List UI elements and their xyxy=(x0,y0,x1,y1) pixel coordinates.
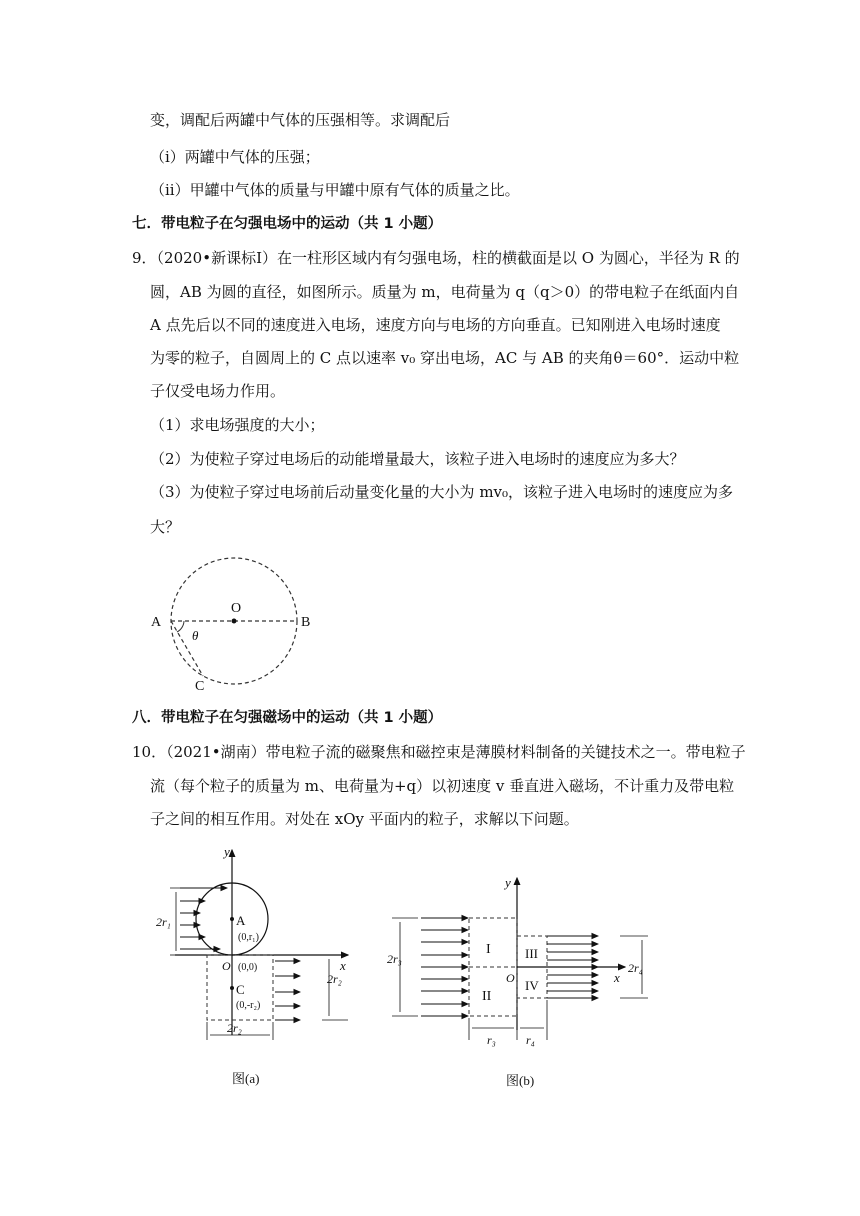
dim-2r3: 2r₃ xyxy=(387,952,402,966)
problem-10-line-3: 子之间的相互作用。对处在 xOy 平面内的粒子，求解以下问题。 xyxy=(150,810,579,828)
problem-9-line-1: 9．（2020•新课标Ⅰ）在一柱形区域内有匀强电场，柱的横截面是以 O 为圆心，半径为 R 的 xyxy=(132,249,740,267)
problem-9-sub-2: （2）为使粒子穿过电场后的动能增量最大，该粒子进入电场时的速度应为多大？ xyxy=(150,450,685,468)
region-iii: III xyxy=(525,946,538,961)
prev-question-2: （ii）甲罐中气体的质量与甲罐中原有气体的质量之比。 xyxy=(150,181,520,199)
label-b: B xyxy=(301,615,311,630)
origin-coord: (0,0) xyxy=(238,962,258,973)
problem-9-line-5: 子仅受电场力作用。 xyxy=(150,382,286,400)
label-a: A xyxy=(236,913,246,928)
y-label: y xyxy=(224,844,230,859)
label-c: C xyxy=(236,982,245,997)
y-label-b: y xyxy=(505,875,511,890)
dim-2r2-right: 2r₂ xyxy=(327,972,342,986)
origin-label: O xyxy=(222,959,231,973)
dim-2r2-bottom: 2r₂ xyxy=(227,1021,242,1035)
left-arrows xyxy=(421,918,468,1016)
label-theta: θ xyxy=(192,628,199,643)
figure-b xyxy=(380,870,660,1095)
label-c: C xyxy=(195,679,205,694)
prev-question-1: （i）两罐中气体的压强； xyxy=(150,148,320,166)
problem-9-line-4: 为零的粒子，自圆周上的 C 点以速率 v₀ 穿出电场，AC 与 AB 的夹角θ＝60°．运动中粒 xyxy=(150,349,740,367)
region-iv: IV xyxy=(525,978,539,993)
region-i: I xyxy=(486,942,491,957)
figure-a xyxy=(150,840,370,1090)
x-label: x xyxy=(340,958,346,973)
problem-9-line-3: A 点先后以不同的速度进入电场，速度方向与电场的方向垂直。已知刚进入电场时速度 xyxy=(150,316,721,334)
label-o: O xyxy=(231,601,242,616)
problem-9-sub-3b: 大？ xyxy=(150,518,181,536)
problem-10-line-1: 10．（2021•湖南）带电粒子流的磁聚焦和磁控束是薄膜材料制备的关键技术之一。带电粒子 xyxy=(132,743,746,761)
dim-2r4: 2r₄ xyxy=(628,961,643,975)
problem-9-line-2: 圆，AB 为圆的直径，如图所示。质量为 m，电荷量为 q（q＞0）的带电粒子在纸面内自 xyxy=(150,283,740,301)
center-dot xyxy=(232,619,237,624)
circle-figure xyxy=(140,550,340,700)
dim-r4: r₄ xyxy=(526,1033,535,1047)
caption-a: 图(a) xyxy=(232,1071,260,1086)
coord-a: (0,r₁) xyxy=(238,932,259,943)
problem-9-sub-3a: （3）为使粒子穿过电场前后动量变化量的大小为 mv₀，该粒子进入电场时的速度应为多 xyxy=(150,483,734,501)
problem-10-line-2: 流（每个粒子的质量为 m、电荷量为+q）以初速度 v 垂直进入磁场，不计重力及带电粒 xyxy=(150,777,735,795)
center-c-dot xyxy=(230,986,234,990)
label-a: A xyxy=(151,615,162,630)
region-ii: II xyxy=(482,989,492,1004)
origin-label-b: O xyxy=(506,971,515,985)
dim-2r1: 2r₁ xyxy=(156,915,171,929)
angle-arc xyxy=(177,621,184,632)
section-7-heading: 七．带电粒子在匀强电场中的运动（共 1 小题） xyxy=(132,216,443,232)
dim-r3: r₃ xyxy=(487,1033,496,1047)
problem-9-sub-1: （1）求电场强度的大小； xyxy=(150,416,325,434)
coord-c: (0,-r₂) xyxy=(236,1000,261,1011)
right-arrows xyxy=(547,936,598,998)
prev-continuation: 变，调配后两罐中气体的压强相等。求调配后 xyxy=(150,111,451,129)
section-8-heading: 八．带电粒子在匀强磁场中的运动（共 1 小题） xyxy=(132,710,443,726)
outgoing-arrows xyxy=(275,961,300,1020)
x-label-b: x xyxy=(614,970,620,985)
center-a-dot xyxy=(230,917,234,921)
caption-b: 图(b) xyxy=(506,1073,535,1088)
